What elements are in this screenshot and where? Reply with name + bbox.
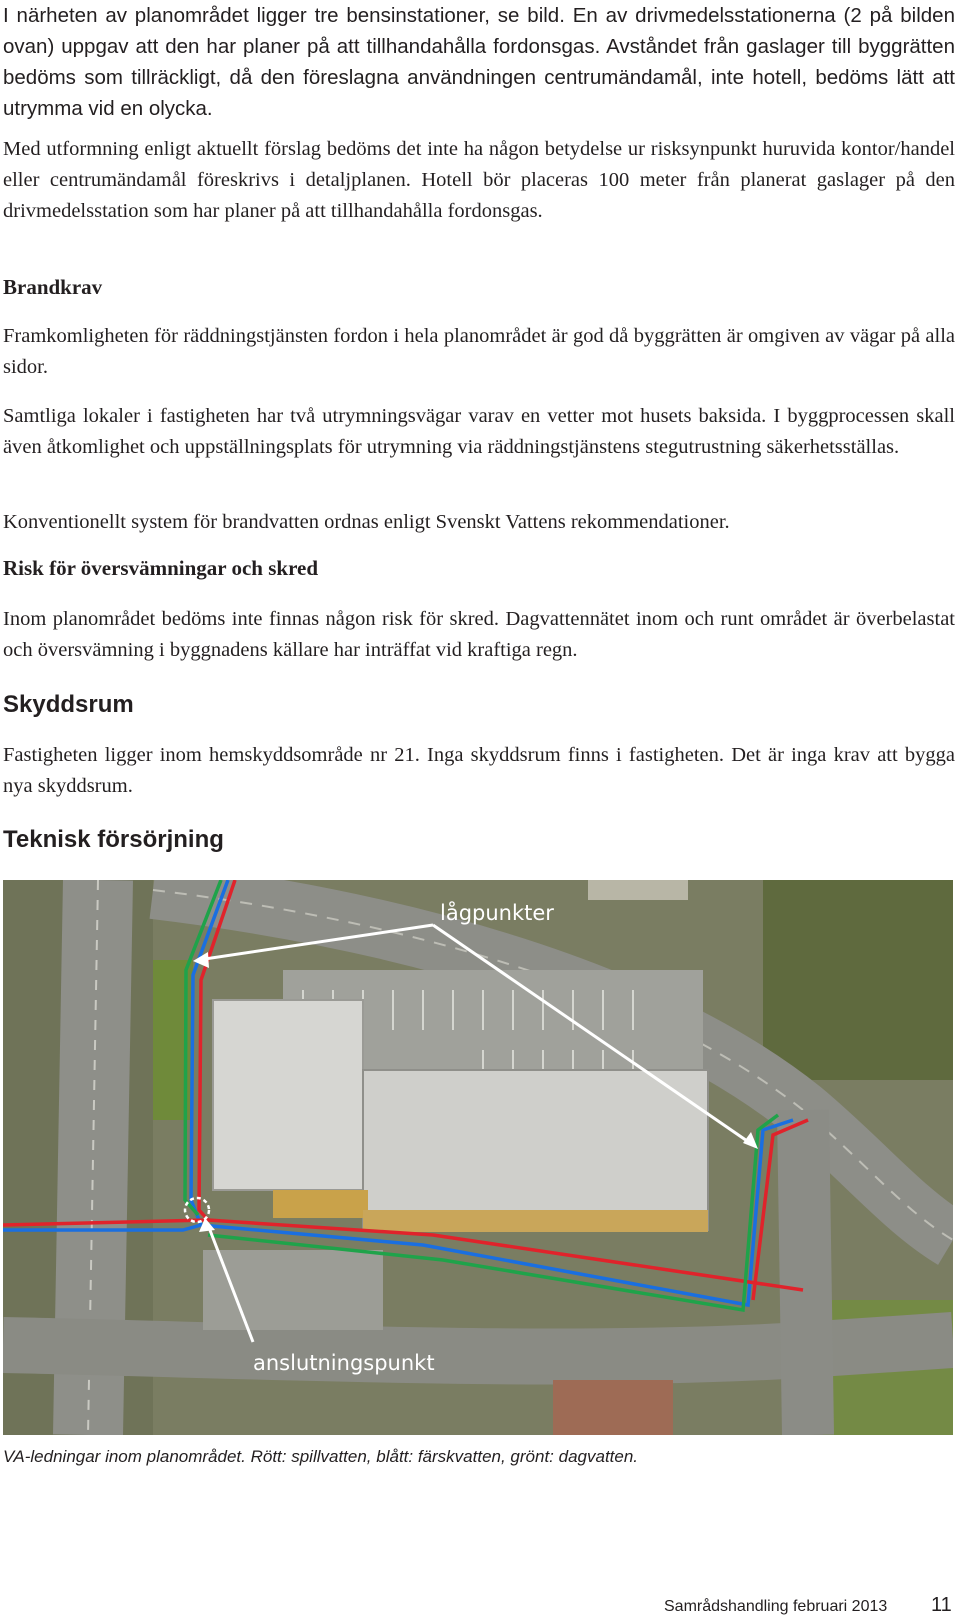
road-east bbox=[803, 1110, 808, 1435]
paragraph-risk-assessment: Med utformning enligt aktuellt förslag bedöms det inte ha någon betydelse ur risksynpunkt huruvida kontor/handel eller centrumändamål föreskrivs i detaljplanen. Hotell bör placeras 100 meter från planerat gaslager på den drivmedelsstation som har planer på att tillhandahålla fordonsgas. bbox=[3, 138, 955, 222]
label-anslutningspunkt: anslutningspunkt bbox=[253, 1351, 435, 1375]
vegetation-northeast bbox=[763, 880, 953, 1080]
paragraph-skred: Inom planområdet bedöms inte finnas någon risk för skred. Dagvattennätet inom och runt området är överbelastat och översvämning i byggnadens källare har inträffat vid kraftiga regn. bbox=[3, 608, 955, 661]
aerial-photo-va-ledningar bbox=[3, 880, 953, 1435]
loading-dock-roof bbox=[273, 1190, 368, 1218]
paragraph-framkomlighet: Framkomligheten för räddningstjänsten fordon i hela planområdet är god då byggrätten är omgiven av vägar på alla sidor. bbox=[3, 325, 955, 378]
page-number: 11 bbox=[931, 1594, 952, 1616]
building-canopy bbox=[363, 1210, 708, 1232]
paragraph-brandvatten: Konventionellt system för brandvatten ordnas enligt Svenskt Vattens rekommendationer. bbox=[3, 511, 730, 533]
heading-skyddsrum: Skyddsrum bbox=[3, 691, 134, 718]
building-main bbox=[363, 1070, 708, 1230]
paragraph-skyddsrum: Fastigheten ligger inom hemskyddsområde nr 21. Inga skyddsrum finns i fastigheten. Det är inga krav att bygga nya skyddsrum. bbox=[3, 744, 955, 797]
paragraph-gas-stations: I närheten av planområdet ligger tre bensinstationer, se bild. En av drivmedelsstationerna (2 på bilden ovan) uppgav att den har planer på att tillhandahålla fordonsgas. Avståndet från gaslager till byggrätten bedöms som tillräckligt, då den föreslagna användningen centrumändamål, inte hotell, bedöms lätt att utrymma vid en olycka. bbox=[3, 4, 955, 120]
heading-risk-oversvamning: Risk för översvämningar och skred bbox=[3, 556, 319, 580]
paragraph-utrymning: Samtliga lokaler i fastigheten har två utrymningsvägar varav en vetter mot husets baksida. I byggprocessen skall även åtkomlighet och uppställningsplats för utrymning via räddningstjänstens stegutrustning säkerhetsställas. bbox=[3, 405, 955, 458]
building-west bbox=[213, 1000, 363, 1190]
parking-lot-south bbox=[203, 1250, 383, 1330]
building-north bbox=[588, 880, 688, 900]
building-south-roof bbox=[553, 1380, 673, 1435]
figure-caption: VA-ledningar inom planområdet. Rött: spillvatten, blått: färskvatten, grönt: dagvatten. bbox=[3, 1447, 639, 1466]
footer-document-title: Samrådshandling februari 2013 bbox=[664, 1598, 888, 1615]
label-lagpunkter: lågpunkter bbox=[440, 901, 554, 925]
heading-teknisk-forsorjning: Teknisk försörjning bbox=[3, 826, 224, 853]
heading-brandkrav: Brandkrav bbox=[3, 275, 103, 299]
